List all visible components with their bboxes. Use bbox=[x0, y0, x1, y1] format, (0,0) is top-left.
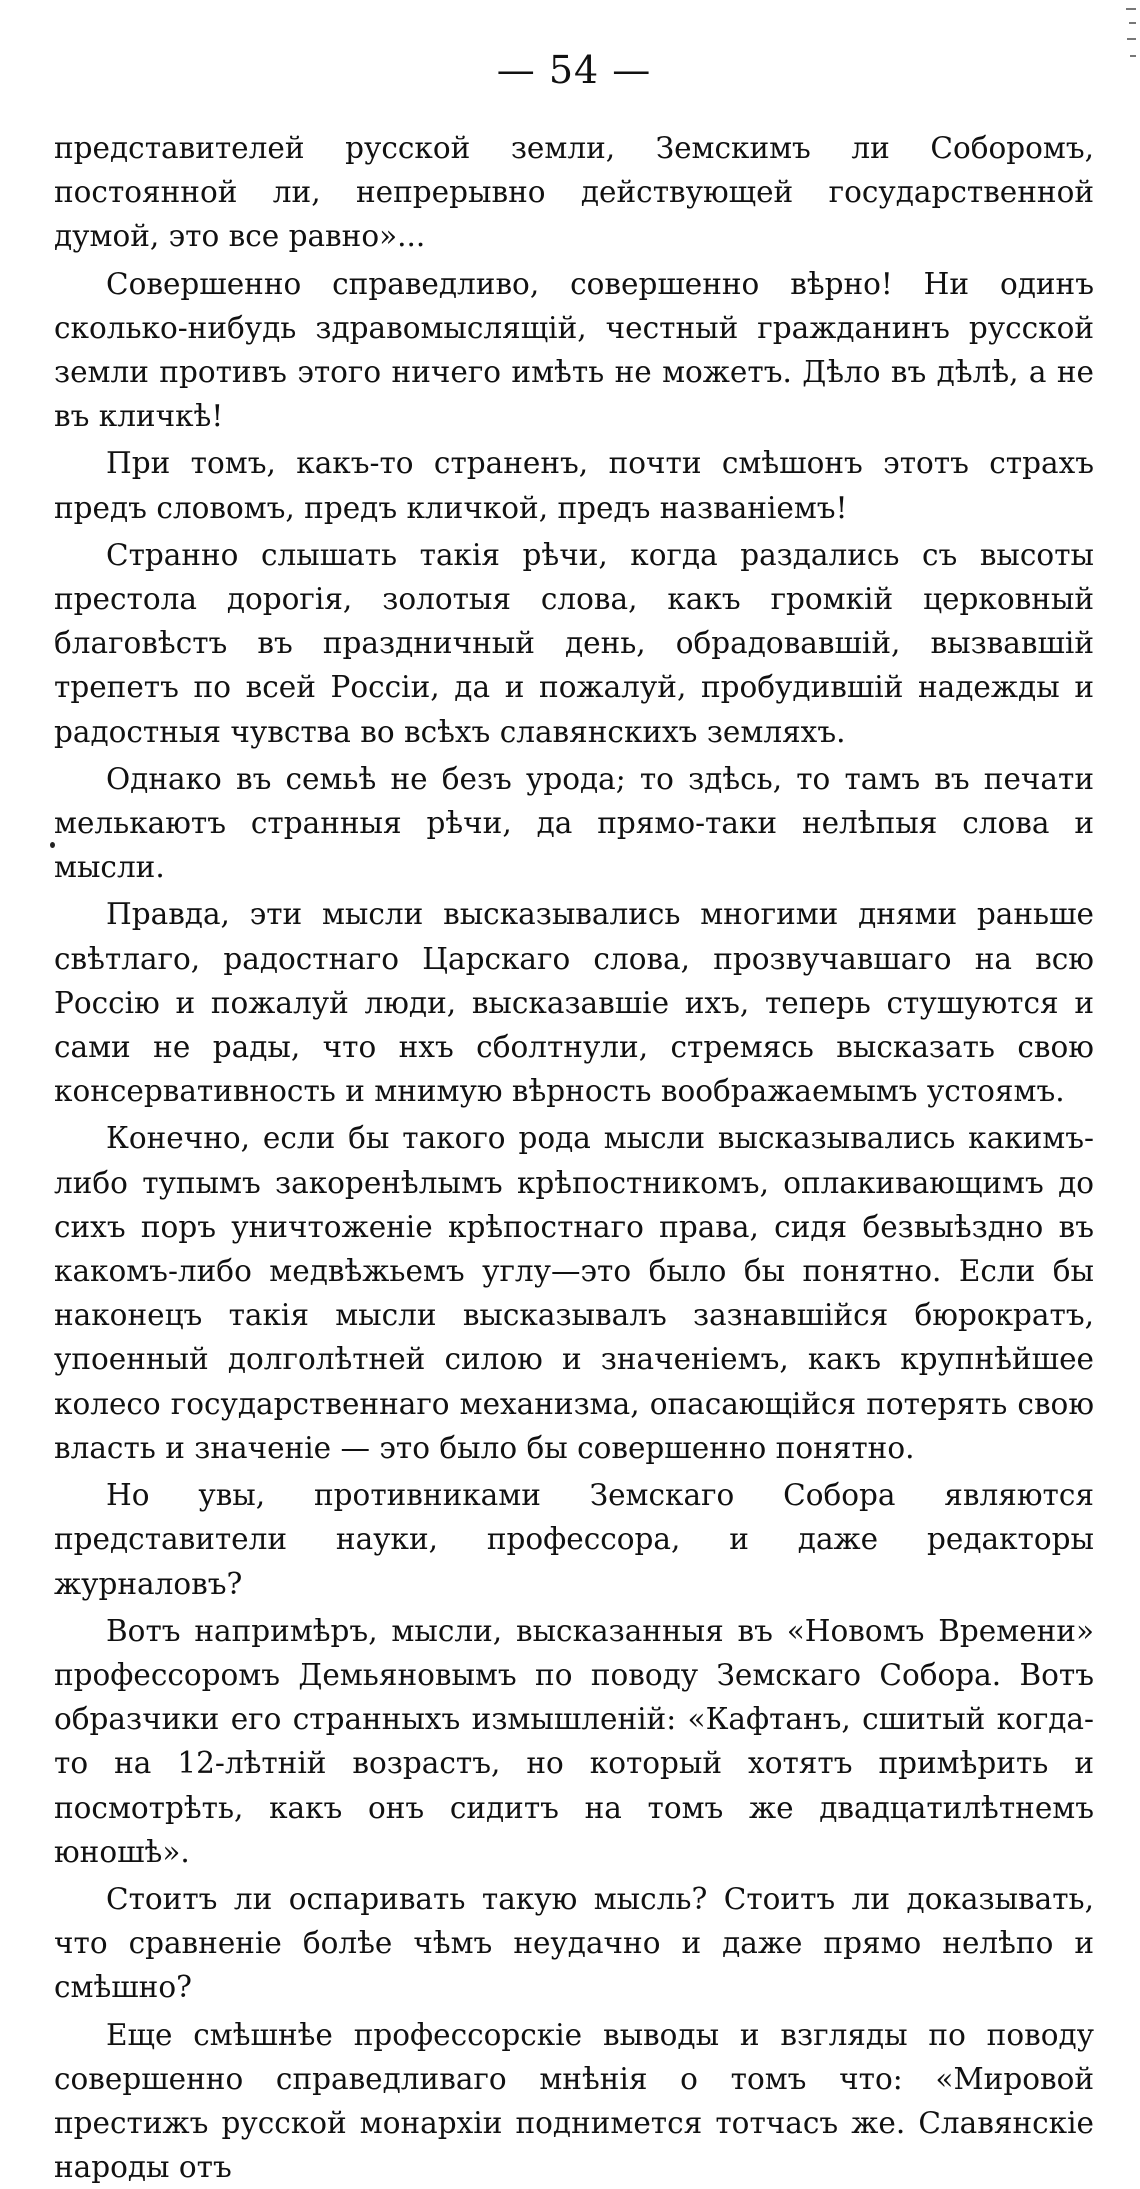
paragraph: Вотъ напримѣръ, мысли, высказанныя въ «Новомъ Времени» профессоромъ Демьяновымъ по поводу Земскаго Собора. Вотъ образчики его странныхъ измышленій: «Кафтанъ, сшитый когда-то на 12-лѣтній возрастъ, но который хотятъ примѣрить и посмотрѣть, какъ онъ сидитъ на томъ же двадцатилѣтнемъ юношѣ». bbox=[54, 1613, 1094, 1869]
page-edge-marks bbox=[1122, 0, 1136, 70]
paragraph: Однако въ семьѣ не безъ урода; то здѣсь, то тамъ въ печати мелькаютъ странныя рѣчи, да прямо-таки нелѣпыя слова и мысли. bbox=[54, 761, 1094, 885]
paragraph: Конечно, если бы такого рода мысли высказывались какимъ-либо тупымъ закоренѣлымъ крѣпостникомъ, оплакивающимъ до сихъ поръ уничтоженіе крѣпостнаго права, сидя безвыѣздно въ какомъ-либо медвѣжьемъ углу—это было бы понятно. Если бы наконецъ такія мысли высказывалъ зазнавшійся бюрократъ, упоенный долголѣтней силою и значеніемъ, какъ крупнѣйшее колесо государственнаго механизма, опасающійся потерять свою власть и значеніе — это было бы совершенно понятно. bbox=[54, 1121, 1094, 1465]
paragraph: Странно слышать такія рѣчи, когда раздались съ высоты престола дорогія, золотыя слова, какъ громкій церковный благовѣстъ въ праздничный день, обрадовавшій, вызвавшій трепетъ по всей Россіи, да и пожалуй, пробудившій надежды и радостныя чувства во всѣхъ славянскихъ земляхъ. bbox=[54, 537, 1094, 749]
paragraph: Правда, эти мысли высказывались многими днями раньше свѣтлаго, радостнаго Царскаго слова, прозвучавшаго на всю Россію и пожалуй люди, высказавшіе ихъ, теперь стушуются и сами не рады, что нхъ сболтнули, стремясь высказать свою консервативность и мнимую вѣрность воображаемымъ устоямъ. bbox=[54, 897, 1094, 1109]
paragraph: представителей русской земли, Земскимъ ли Соборомъ, постоянной ли, непрерывно действующей государственной думой, это все равно»... bbox=[54, 131, 1094, 254]
paragraph: Стоитъ ли оспаривать такую мысль? Стоитъ ли доказывать, что сравненіе болѣе чѣмъ неудачно и даже прямо нелѣпо и смѣшно? bbox=[54, 1881, 1094, 2005]
paragraph: Но увы, противниками Земскаго Собора являются представители науки, профессора, и даже редакторы журналовъ? bbox=[54, 1478, 1094, 1601]
paragraph: При томъ, какъ-то страненъ, почти смѣшонъ этотъ страхъ предъ словомъ, предъ кличкой, предъ названіемъ! bbox=[54, 446, 1094, 525]
page-number: — 54 — bbox=[496, 48, 652, 92]
paragraph: Совершенно справедливо, совершенно вѣрно! Ни одинъ сколько-нибудь здравомыслящій, честный гражданинъ русской земли противъ этого ничего имѣть не можетъ. Дѣло въ дѣлѣ, а не въ кличкѣ! bbox=[54, 266, 1094, 434]
book-page bbox=[54, 40, 1094, 2185]
paragraph: Еще смѣшнѣе профессорскіе выводы и взгляды по поводу совершенно справедливаго мнѣнія о томъ что: «Мировой престижъ русской монархіи поднимется тотчасъ же. Славянскіе народы отъ bbox=[54, 2017, 1094, 2185]
